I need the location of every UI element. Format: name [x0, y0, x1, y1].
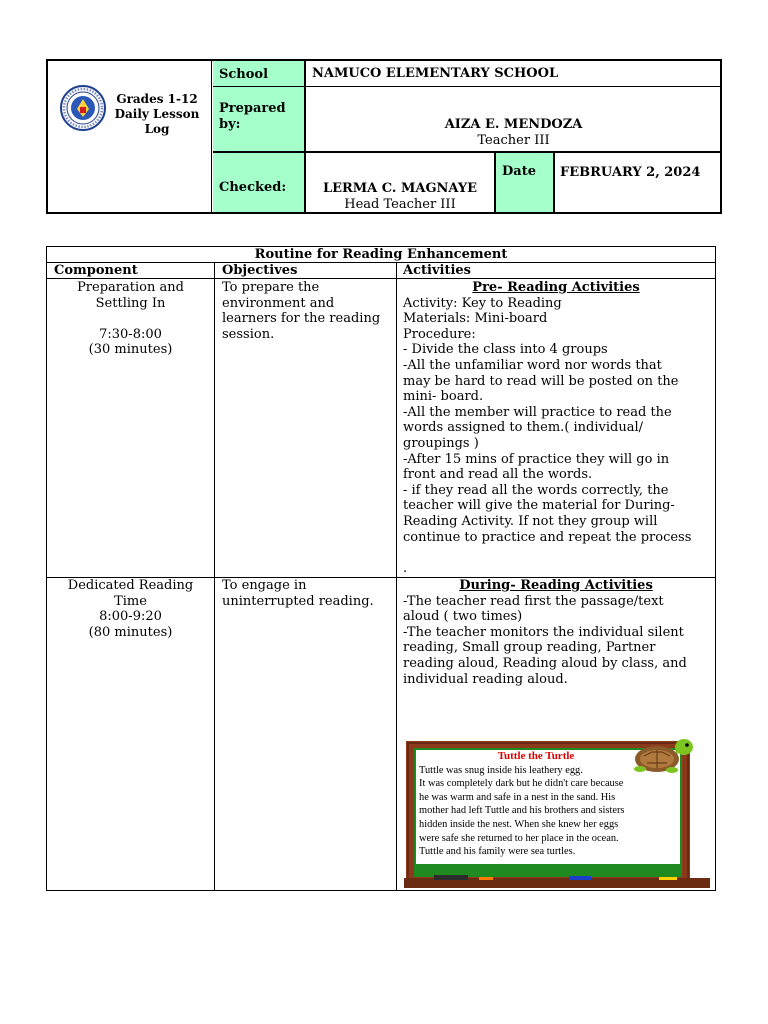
log-title: Grades 1-12 Daily Lesson Log [114, 92, 200, 136]
header-divider [553, 152, 555, 212]
routine-title: Routine for Reading Enhancement [254, 247, 508, 262]
eraser-icon [434, 875, 468, 880]
lesson-log-header [46, 59, 722, 214]
row1-activity-text: Activity: Key to Reading Materials: Mini-board Procedure: - Divide the class into 4 groups -All the unfamiliar word nor words that may be hard to read will be posted on the mini- board. -All the member will practice to read the words assigned to them.( individual/ groupings ) -After 15 mins of practice they will go in front and read all the words. - if they read all the words correctly, the teacher will give the material for During- Reading Activity. If not they group will continue to practice and repeat the process . [403, 295, 692, 576]
row1-component: Preparation and Settling In 7:30-8:00 (30 minutes) [77, 280, 184, 358]
deped-seal-icon [60, 85, 106, 131]
date-label-cell [495, 152, 553, 212]
school-label-cell [213, 61, 304, 86]
prepared-name: AIZA E. MENDOZA [444, 117, 583, 132]
story-title: Tuttle the Turtle [497, 750, 575, 762]
prepared-position: Teacher III [477, 133, 550, 148]
checked-label: Checked: [219, 180, 287, 195]
date-value: FEBRUARY 2, 2024 [560, 165, 701, 180]
header-divider [213, 151, 722, 153]
column-header-component: Component [54, 263, 138, 278]
row2-component: Dedicated Reading Time 8:00-9:20 (80 minutes) [67, 578, 194, 640]
row2-activity-text: -The teacher read first the passage/text aloud ( two times) -The teacher monitors the individual silent reading, Small group reading, Partner reading aloud, Reading aloud by class, and individual reading aloud. [403, 593, 687, 687]
story-line: were safe she returned to her place in the ocean. [419, 832, 619, 844]
story-line: mother had left Tuttle and his brothers and sisters [419, 805, 625, 817]
story-line: Tuttle and his family were sea turtles. [419, 846, 576, 858]
table-divider [396, 262, 397, 890]
column-header-objectives: Objectives [222, 263, 298, 278]
row2-activity-heading: During- Reading Activities [459, 578, 653, 593]
header-divider [494, 152, 496, 212]
story-text [419, 750, 681, 859]
story-line: Tuttle was snug inside his leathery egg. [419, 764, 583, 776]
header-divider [213, 86, 722, 87]
story-line: It was completely dark but he didn't care because [419, 778, 624, 790]
story-line: hidden inside the nest. When she knew her eggs [419, 818, 619, 830]
school-label: School [219, 67, 269, 82]
header-divider [304, 61, 306, 212]
prepared-label-cell [213, 87, 304, 151]
row1-activity-heading: Pre- Reading Activities [472, 280, 640, 295]
row1-objective: To prepare the environment and learners for the reading session. [222, 280, 381, 342]
checked-label-cell [213, 152, 304, 212]
prepared-by [305, 117, 722, 148]
routine-table [46, 246, 716, 891]
row2-objective: To engage in uninterrupted reading. [222, 578, 374, 609]
table-divider [47, 278, 715, 279]
checked-name: LERMA C. MAGNAYE [322, 181, 478, 196]
checked-position: Head Teacher III [344, 197, 456, 212]
logo-cell [48, 61, 212, 212]
prepared-label: Prepared by: [219, 101, 286, 132]
checked-by [305, 181, 495, 212]
column-header-activities: Activities [403, 263, 471, 278]
date-label: Date [502, 164, 536, 179]
story-line: he was warm and safe in a nest in the sand. His [419, 791, 616, 803]
table-divider [214, 262, 215, 890]
school-name: NAMUCO ELEMENTARY SCHOOL [312, 66, 559, 81]
